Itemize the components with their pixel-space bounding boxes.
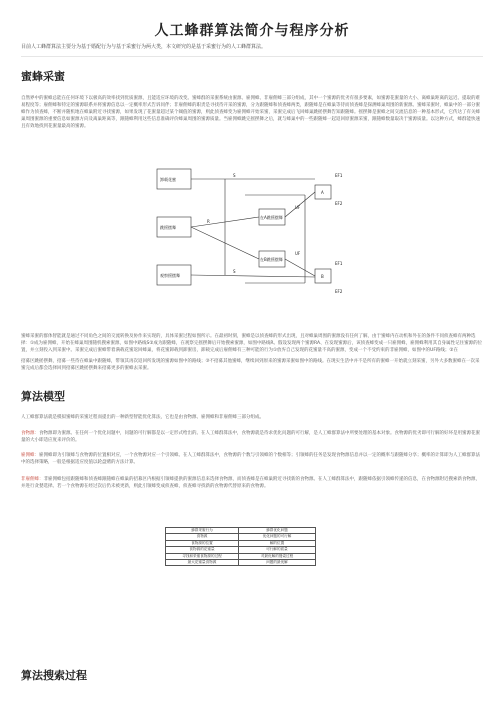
diagram-label-ef2b: EF2 [335, 289, 343, 294]
diagram-label-dance-b: 在B跳摇摆舞 [260, 257, 283, 262]
label-food-source: 食物源： [21, 431, 39, 436]
section1-paragraph-1: 自然界中的蜜蜂总能在任何环境下以极高的效率找到优质蜜源，且能适应环境的改变。蜜蜂群的采蜜系统由蜜源、雇佣蜂、非雇佣蜂三部分组成，其中一个蜜源的优劣有很多要素，如蜜源花蜜量的大小、离蜂巢距离的远近、提取的难易程度等；雇佣蜂和特定的蜜源联系并将蜜源信息以一定概率形式告诉同伴；非雇佣蜂的职责是寻找待开采的蜜源，分为跟随蜂和侦查蜂两类，跟随蜂是在蜂巢等待而侦查蜂是探测蜂巢周围的新蜜源。蜜蜂采蜜时，蜂巢中的一部分蜜蜂作为侦查蜂，不断并随机地在蜂巢附近寻找蜜源，如果发现了花蜜量超过某个阈值的蜜源，则此侦查蜂变为雇佣蜂开始采蜜，采蜜完成后飞回蜂巢跳摇摆舞告知跟随蜂。摇摆舞是蜜蜂之间交流信息的一种基本形式，它传达了有关蜂巢周围蜜源的重要信息如蜜源方向及离巢距离等，跟随蜂利用这些信息准确评价蜂巢周围的蜜源质量。当雇佣蜂跳完摇摆舞之后，就与蜂巢中的一些跟随蜂一起返回原蜜源采蜜，跟随蜂数量取决于蜜源质量。以这种方式，蜂群能快速且有效地找到花蜜量最高的蜜源。 [21, 96, 480, 129]
table-cell: 可行解的质量 [239, 547, 316, 553]
section-heading-bee-foraging: 蜜蜂采蜜 [21, 70, 65, 83]
diagram-label-watch: 观察摇摆舞 [160, 273, 180, 278]
diagram-label-source-a: A [321, 190, 324, 195]
divider [21, 56, 483, 57]
section2-paragraph-unemployed [21, 476, 483, 490]
section-heading-algorithm-model: 算法模型 [21, 390, 65, 403]
section2-paragraph-employed [21, 452, 483, 466]
diagram-label-dance-a: 在A跳摇摆舞 [260, 215, 283, 220]
diagram-label-ef2: EF2 [335, 201, 343, 206]
section2-paragraph-food [21, 430, 483, 444]
table-cell: 解的位置 [239, 540, 316, 546]
table-cell: 优化问题的可行解 [239, 534, 316, 540]
table-row [166, 560, 316, 566]
bee-foraging-diagram [155, 165, 365, 305]
diagram-label-source-b: B [321, 274, 324, 279]
diagram-label-uf2: UF [295, 251, 301, 256]
diagram-label-s-top: S [233, 173, 236, 178]
section2-paragraph-1: 人工蜂群算法就是模拟蜜蜂的采蜜过程而提出的一种新型智能优化算法，它也是由食物源、雇佣蜂和非雇佣蜂三部分组成。 [21, 415, 264, 420]
label-unemployed-bee: 非雇佣蜂： [21, 477, 44, 482]
text-food-source: 食物源即为蜜源。在任何一个优化问题中，问题的可行解都是以一定形式给出的。在人工蜂群算法中，食物源就是待求优化问题的可行解，是人工蜂群算法中所要处理的基本对象。食物源的优劣即可行解的好坏是用蜜源花蜜量的大小即适应度来评价的。 [21, 431, 480, 443]
text-employed-bee: 雇佣蜂即为引领蜂与食物源的位置相对应，一个食物源对应一个引领蜂。在人工蜂群算法中，食物源的个数与引领蜂的个数相等；引领蜂的任务是发现食物源信息并以一定的概率与跟随蜂分享；概率的计算即为人工蜂群算法中的选择策略，一般是根据适应度值以轮盘赌的方法计算。 [21, 453, 480, 465]
text-unemployed-bee: 非雇佣蜂包括跟随蜂和侦查蜂跟随蜂在蜂巢的招募区内根据引领蜂提供的蜜源信息来选择食物源，而侦查蜂是在蜂巢附近寻找新的食物源。在人工蜂群算法中，跟随蜂依据引领蜂传递的信息，在食物源附近搜索新食物源，并进行贪婪选择。若一个食物源在经过次后仍未被更新，则此引领蜂变成侦查蜂，侦查蜂寻找新的食物源代替原来的食物源。 [21, 477, 480, 489]
table-cell: 食物源 [166, 534, 239, 540]
section1-paragraph-3: 招募区跳摇摆舞，招募一些待在蜂巢中跟随蜂，带领其再次返回所发现的蜜源如图中的路线；③不招募其他蜜蜂，继续回到原来的蜜源采蜜如图中的路线。在现实生活中并不是所有的蜜蜂一开始就立刻采蜜，另外大多数蜜蜂在一次采蜜完成后都会选择回到招募区跳摇摆舞来招募更多的蜜蜂去采蜜。 [21, 359, 480, 371]
diagram-label-uf1: UF [295, 205, 301, 210]
table-cell: 食物源的花蜜量 [166, 547, 239, 553]
diagram-label-ef1: EF1 [335, 173, 343, 178]
table-cell: 对最优解的搜索过程 [239, 553, 316, 559]
diagram-label-dance: 跳摇摆舞 [160, 225, 176, 230]
diagram-label-ef1b: EF1 [335, 261, 343, 266]
table-cell: 最大花蜜量食物源 [166, 560, 239, 566]
mapping-table [165, 527, 316, 566]
diagram-label-r: R [207, 219, 210, 224]
table-cell: 蜂群采蜜行为 [166, 528, 239, 534]
table-cell: 蜂群优化问题 [239, 528, 316, 534]
section1-paragraph-2: 蜜蜂采蜜的群体智能就是通过不同角色之间的交流转换及协作来实现的，具体采蜜过程如图所示。在最初时刻，蜜蜂是以侦查蜂的形式出现，且对蜂巢周围的蜜源没有任何了解，由于蜜蜂内在动机和外在的条件不同侦查蜂有两种选择：①成为雇佣蜂，开始在蜂巢周围随机搜索蜜源，如图中路线S②成为跟随蜂，在观察完摇摆舞后开始搜索蜜源，如图中路线R。假设发现两个蜜源RA、在发现蜜源后，该侦查蜂变成一只雇佣蜂，雇佣蜂利用其自身属性记住蜜源的位置，并立刻投入到采蜜中。采蜜完成后蜜蜂带着满载花蜜返回蜂巢，将花蜜卸载到卸蜜房，卸载完成后雇佣蜂有三种可能的行为①放弃自己发现的花蜜量不高的蜜源，变成一个不受约束的非雇佣蜂，如图中的UF路线；②在 [21, 334, 483, 353]
table-cell: 寻找和采蜜食物源的过程 [166, 553, 239, 559]
table-cell: 食物源的位置 [166, 540, 239, 546]
page-title: 人工蜂群算法简介与程序分析 [154, 23, 350, 39]
table-cell: 问题的最优解 [239, 560, 316, 566]
intro-text: 目前人工蜂群算法主要分为基于婚配行为与基于采蜜行为两大类，本文研究的是基于采蜜行为的人工蜂群算法。 [21, 44, 267, 50]
diagram-label-unload: 卸载花蜜 [160, 177, 176, 182]
label-employed-bee: 雇佣蜂： [21, 453, 39, 458]
section-heading-search-process: 算法搜索过程 [21, 669, 87, 682]
diagram-label-s-bot: S [233, 269, 236, 274]
